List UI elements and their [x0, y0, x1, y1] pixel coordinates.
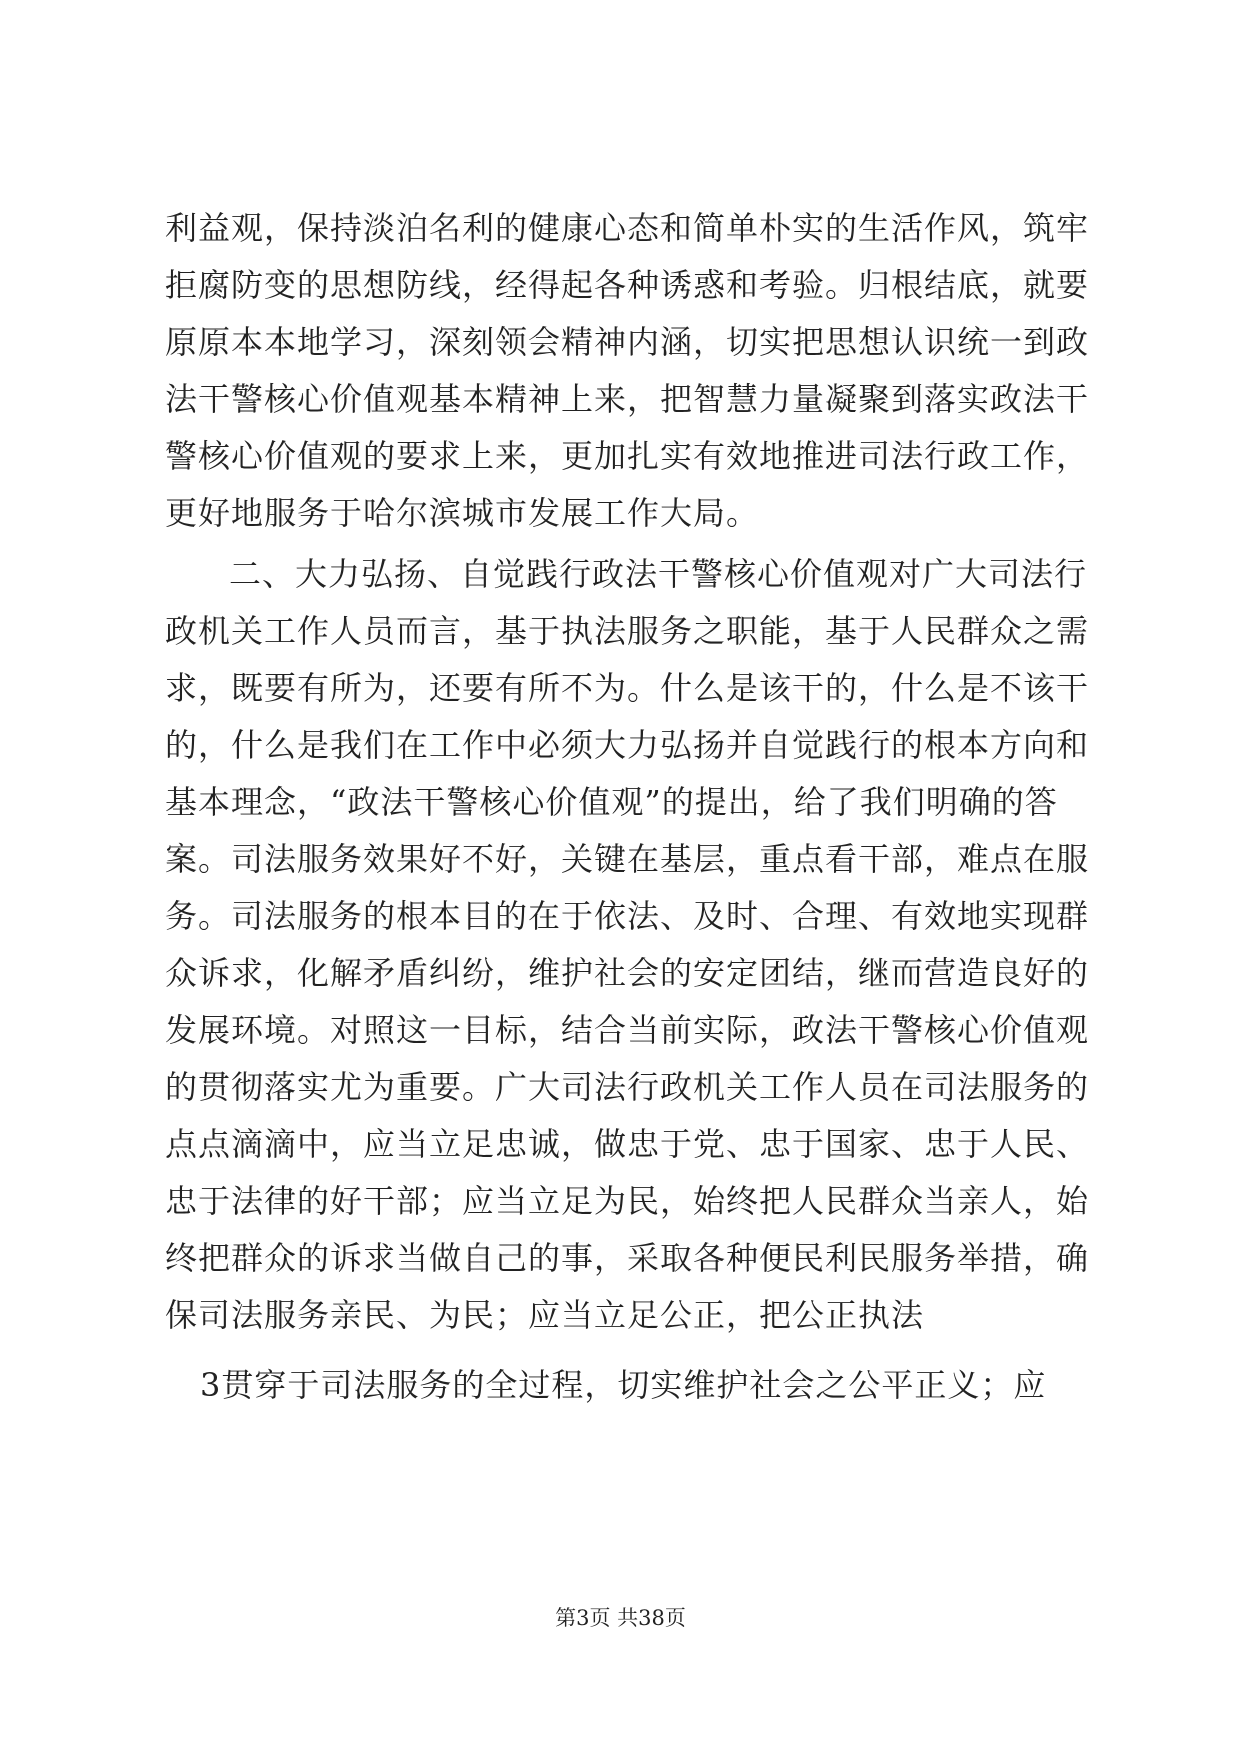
- body-line: 利益观，保持淡泊名利的健康心态和简单朴实的生活作风，筑牢: [165, 209, 1090, 247]
- body-line: 务。司法服务的根本目的在于依法、及时、合理、有效地实现群: [165, 897, 1090, 935]
- body-line: 点点滴滴中，应当立足忠诚，做忠于党、忠于国家、忠于人民、: [165, 1125, 1090, 1163]
- page-number-footer: 第3页 共38页: [555, 1606, 686, 1630]
- body-line: 终把群众的诉求当做自己的事，采取各种便民利民服务举措，确: [165, 1239, 1090, 1277]
- body-line: 基本理念，“政法干警核心价值观”的提出，给了我们明确的答: [165, 783, 1058, 821]
- body-line: 发展环境。对照这一目标，结合当前实际，政法干警核心价值观: [165, 1011, 1090, 1049]
- body-line: 忠于法律的好干部；应当立足为民，始终把人民群众当亲人，始: [165, 1182, 1090, 1220]
- body-line: 求，既要有所为，还要有所不为。什么是该干的，什么是不该干: [165, 669, 1090, 707]
- body-line: 众诉求，化解矛盾纠纷，维护社会的安定团结，继而营造良好的: [165, 954, 1090, 992]
- section-heading-line: 二、大力弘扬、自觉践行政法干警核心价值观对广大司法行: [229, 555, 1088, 593]
- body-line: 拒腐防变的思想防线，经得起各种诱惑和考验。归根结底，就要: [165, 266, 1090, 304]
- body-line: 的，什么是我们在工作中必须大力弘扬并自觉践行的根本方向和: [165, 726, 1090, 764]
- body-line: 更好地服务于哈尔滨城市发展工作大局。: [165, 494, 760, 532]
- body-line: 警核心价值观的要求上来，更加扎实有效地推进司法行政工作，: [165, 437, 1090, 475]
- body-line: 法干警核心价值观基本精神上来，把智慧力量凝聚到落实政法干: [165, 380, 1090, 418]
- body-line: 的贯彻落实尤为重要。广大司法行政机关工作人员在司法服务的: [165, 1068, 1090, 1106]
- body-line: 案。司法服务效果好不好，关键在基层，重点看干部，难点在服: [165, 840, 1090, 878]
- body-line: 政机关工作人员而言，基于执法服务之职能，基于人民群众之需: [165, 612, 1090, 650]
- body-line: 保司法服务亲民、为民；应当立足公正，把公正执法: [165, 1296, 925, 1334]
- body-line: 3贯穿于司法服务的全过程，切实维护社会之公平正义；应: [200, 1366, 1047, 1404]
- body-line: 原原本本地学习，深刻领会精神内涵，切实把思想认识统一到政: [165, 323, 1090, 361]
